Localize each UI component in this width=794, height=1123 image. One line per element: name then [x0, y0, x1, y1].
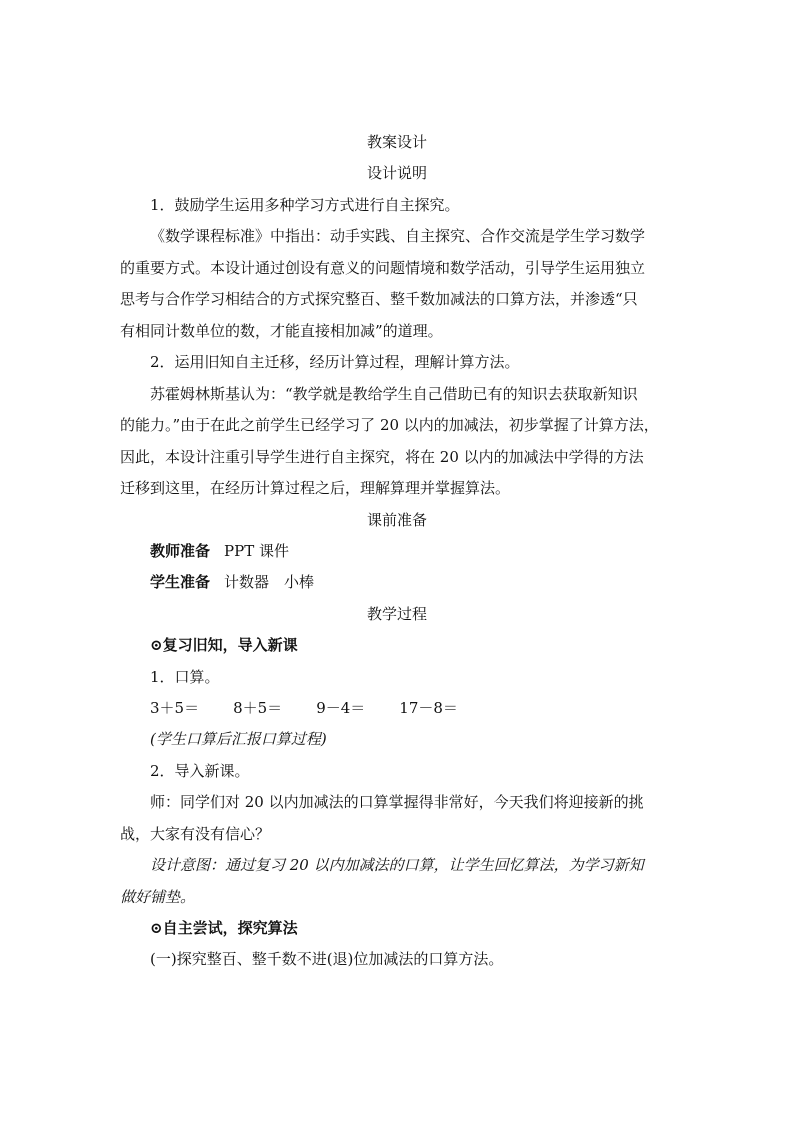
student-preparation	[150, 572, 314, 592]
mental-arithmetic-row	[150, 698, 458, 718]
design-point-1-line: 的重要方式。本设计通过创设有意义的问题情境和数学活动，引导学生运用独立	[120, 259, 646, 277]
document-title: 教案设计	[366, 133, 427, 151]
design-point-1-line: 思考与合作学习相结合的方式探究整百、整千数加减法的口算方法，并渗透“只	[120, 290, 638, 308]
teacher-preparation-label: 教师准备	[150, 542, 211, 560]
design-point-1-title: 1．鼓励学生运用多种学习方式进行自主探究。	[150, 196, 460, 214]
design-intent-line: 设计意图：通过复习 20 以内加减法的口算，让学生回忆算法，为学习新知	[150, 856, 644, 874]
design-point-2-line: 的能力。”由于在此之前学生已经学习了 20 以内的加减法，初步掌握了计算方法，	[120, 416, 659, 434]
design-point-2-line: 苏霍姆林斯基认为：“教学就是教给学生自己借助已有的知识去获取新知识	[150, 385, 638, 403]
process-part-1-title: ⊙复习旧知，导入新课	[150, 636, 298, 654]
section-heading-process: 教学过程	[366, 605, 427, 623]
teacher-preparation-value: PPT 课件	[224, 542, 289, 560]
student-activity-note: (学生口算后汇报口算过程)	[150, 730, 327, 748]
section-heading-preparation: 课前准备	[366, 511, 427, 529]
student-preparation-label: 学生准备	[150, 573, 211, 591]
design-point-2-line: 因此，本设计注重引导学生进行自主探究，将在 20 以内的加减法中学得的方法	[120, 448, 644, 466]
design-point-2-line: 迁移到这里，在经历计算过程之后，理解算理并掌握算法。	[120, 479, 511, 497]
arithmetic-item: 8＋5＝	[233, 699, 283, 717]
student-preparation-value: 计数器 小棒	[224, 573, 315, 591]
design-intent-line: 做好铺垫。	[120, 888, 196, 906]
arithmetic-item: 3＋5＝	[150, 699, 200, 717]
section-heading-design-notes: 设计说明	[366, 164, 427, 182]
teacher-preparation	[150, 541, 289, 561]
design-point-1-line: 《数学课程标准》中指出：动手实践、自主探究、合作交流是学生学习数学	[150, 227, 646, 245]
process-subsection-1: (一)探究整百、整千数不进(退)位加减法的口算方法。	[150, 950, 504, 968]
arithmetic-item: 9－4＝	[316, 699, 366, 717]
process-item-1: 1．口算。	[150, 668, 220, 686]
teacher-speech-line: 战，大家有没有信心？	[120, 825, 271, 843]
arithmetic-item: 17－8＝	[399, 699, 458, 717]
design-point-2-title: 2．运用旧知自主迁移，经历计算过程，理解计算方法。	[150, 353, 520, 371]
process-item-2: 2．导入新课。	[150, 762, 250, 780]
process-part-2-title: ⊙自主尝试，探究算法	[150, 919, 298, 937]
design-point-1-line: 有相同计数单位的数，才能直接相加减”的道理。	[120, 322, 443, 340]
teacher-speech-line: 师：同学们对 20 以内加减法的口算掌握得非常好，今天我们将迎接新的挑	[150, 793, 644, 811]
